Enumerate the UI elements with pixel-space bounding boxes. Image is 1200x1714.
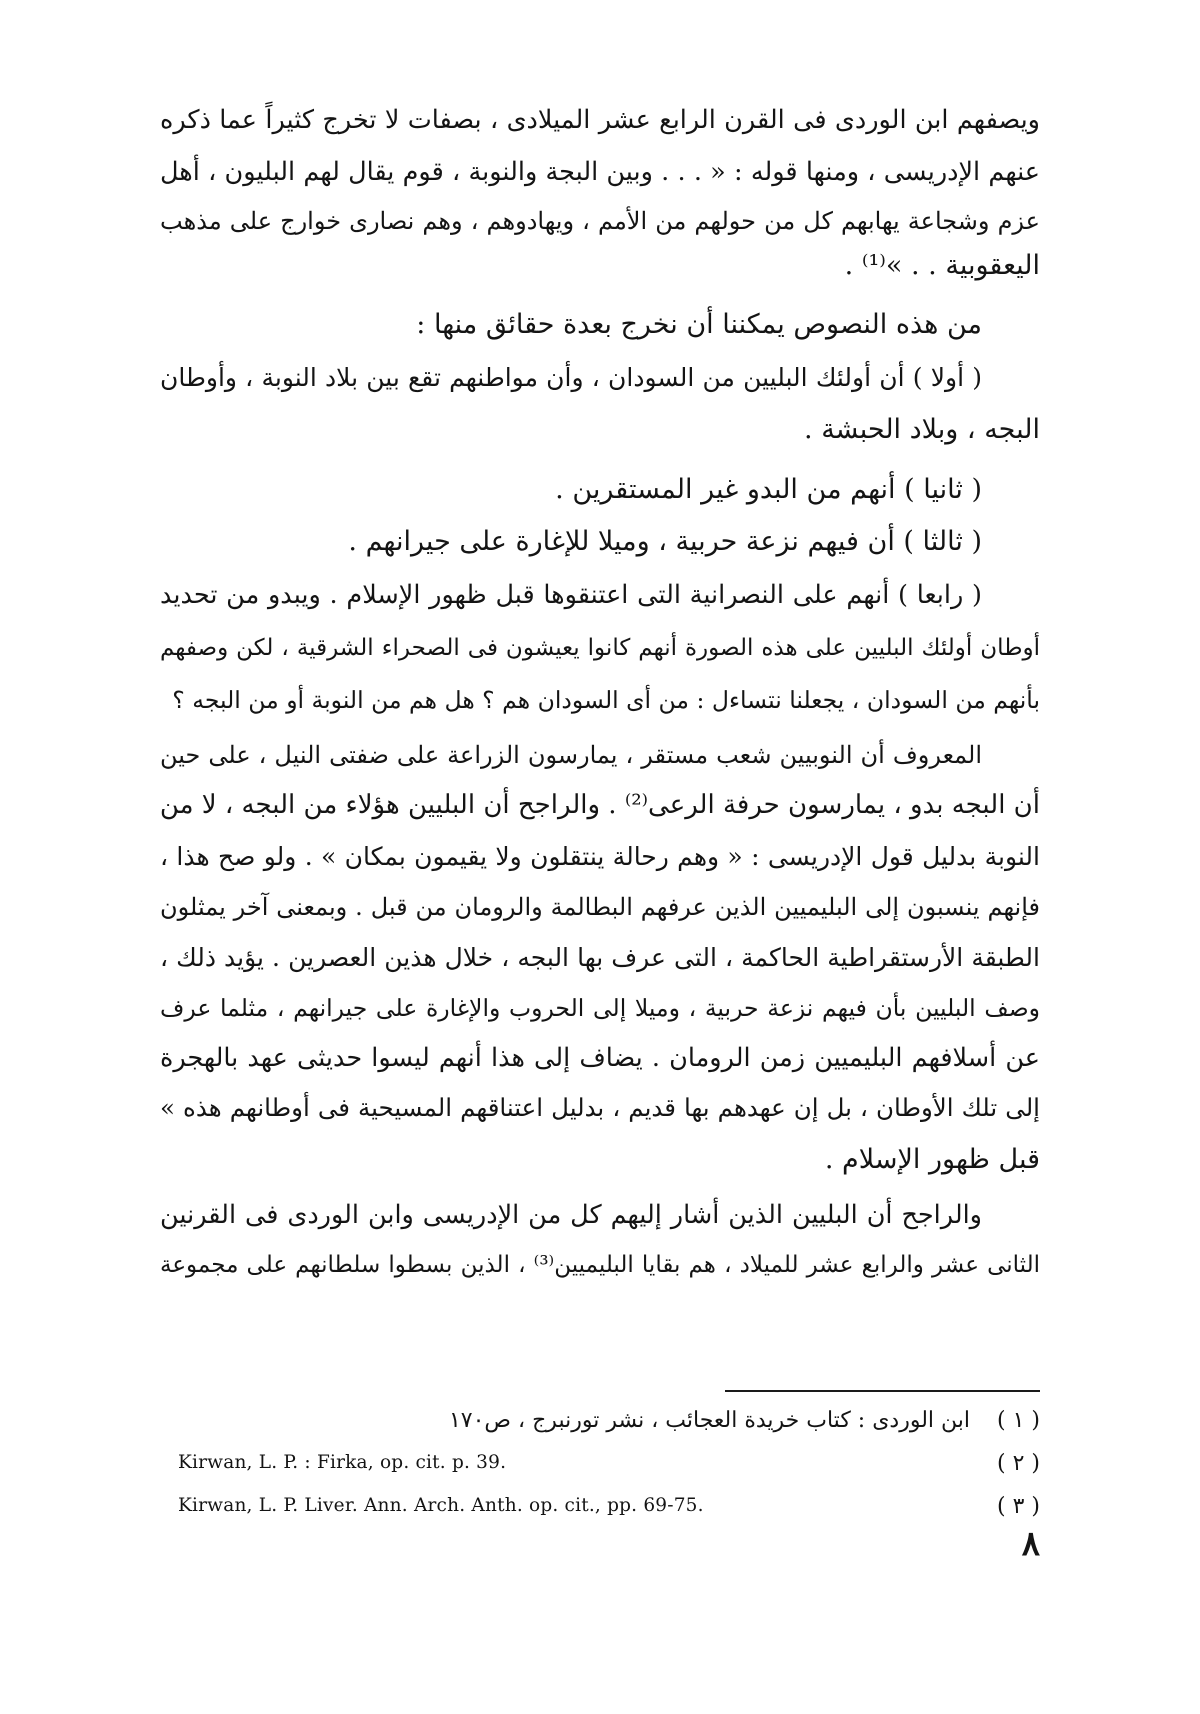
footnote-marker: ( ٢ ) — [997, 1451, 1040, 1476]
footnote-3 — [160, 1494, 1040, 1537]
text-line: عن أسلافهم البليميين زمن الرومان . يضاف إلى هذا أنهم ليسوا حديثى عهد بالهجرة — [160, 1043, 1040, 1073]
text-line: عنهم الإدريسى ، ومنها قوله : « . . . وبين البجة والنوبة ، قوم يقال لهم البليون ، أهل — [160, 157, 1040, 187]
text-line: إلى تلك الأوطان ، بل إن عهدهم بها قديم ، بدليل اعتناقهم المسيحية فى أوطانهم هذه » — [160, 1093, 1040, 1122]
text-line: اليعقوبية . . »⁽¹⁾ . — [844, 250, 1040, 281]
text-line: قبل ظهور الإسلام . — [824, 1144, 1040, 1175]
text-line: ( أولا ) أن أولئك البليين من السودان ، وأن مواطنهم تقع بين بلاد النوبة ، وأوطان — [160, 363, 982, 392]
footnote-marker: ( ١ ) — [997, 1408, 1040, 1433]
footnote-text: Kirwan, L. P. Liver. Ann. Arch. Anth. op. cit., pp. 69-75. — [178, 1495, 704, 1516]
text-line: بأنهم من السودان ، يجعلنا نتساءل : من أى السودان هم ؟ هل هم من النوبة أو من البجه ؟ — [172, 686, 1040, 714]
text-line: ( ثالثا ) أن فيهم نزعة حربية ، وميلا للإغارة على جيرانهم . — [348, 526, 982, 557]
text-line: أوطان أولئك البليين على هذه الصورة أنهم كانوا يعيشون فى الصحراء الشرقية ، لكن وصفهم — [160, 635, 1040, 661]
text-line: أن البجه بدو ، يمارسون حرفة الرعى⁽²⁾ . والراجح أن البليين هؤلاء من البجه ، لا من — [160, 790, 1040, 820]
footnote-text: ابن الوردى : كتاب خريدة العجائب ، نشر تورنبرج ، ص١٧٠ — [448, 1408, 970, 1433]
text-line: من هذه النصوص يمكننا أن نخرج بعدة حقائق منها : — [416, 309, 982, 340]
text-line: ( رابعا ) أنهم على النصرانية التى اعتنقوها قبل ظهور الإسلام . ويبدو من تحديد — [160, 580, 982, 610]
footnote-divider — [725, 1390, 1040, 1392]
text-line: عزم وشجاعة يهابهم كل من حولهم من الأمم ، ويهادوهم ، وهم نصارى خوارج على مذهب — [160, 207, 1040, 235]
footnotes — [160, 1408, 1040, 1537]
page-number: ٨ — [1021, 1524, 1040, 1564]
footnote-1 — [160, 1408, 1040, 1451]
text-line: ( ثانيا ) أنهم من البدو غير المستقرين . — [555, 474, 982, 505]
text-line: الثانى عشر والرابع عشر للميلاد ، هم بقايا البليميين⁽³⁾ ، الذين بسطوا سلطانهم على مجموعة — [160, 1252, 1040, 1278]
text-line: فإنهم ينسبون إلى البليميين الذين عرفهم البطالمة والرومان من قبل . وبمعنى آخر يمثلون — [160, 893, 1040, 921]
footnote-marker: ( ٣ ) — [997, 1494, 1040, 1519]
text-line: والراجح أن البليين الذين أشار إليهم كل من الإدريسى وابن الوردى فى القرنين — [160, 1200, 982, 1230]
text-line: النوبة بدليل قول الإدريسى : « وهم رحالة ينتقلون ولا يقيمون بمكان » . ولو صح هذا ، — [160, 842, 1040, 871]
text-line: البجه ، وبلاد الحبشة . — [804, 414, 1040, 445]
text-line: المعروف أن النوبيين شعب مستقر ، يمارسون الزراعة على ضفتى النيل ، على حين — [160, 741, 982, 769]
footnote-text: Kirwan, L. P. : Firka, op. cit. p. 39. — [178, 1452, 507, 1473]
text-line: ويصفهم ابن الوردى فى القرن الرابع عشر الميلادى ، بصفات لا تخرج كثيراً عما ذكره — [160, 105, 1040, 135]
footnote-2 — [160, 1451, 1040, 1494]
text-line: وصف البليين بأن فيهم نزعة حربية ، وميلا إلى الحروب والإغارة على جيرانهم ، مثلما عرف — [160, 994, 1040, 1022]
text-line: الطبقة الأرستقراطية الحاكمة ، التى عرف بها البجه ، خلال هذين العصرين . يؤيد ذلك ، — [160, 943, 1040, 972]
